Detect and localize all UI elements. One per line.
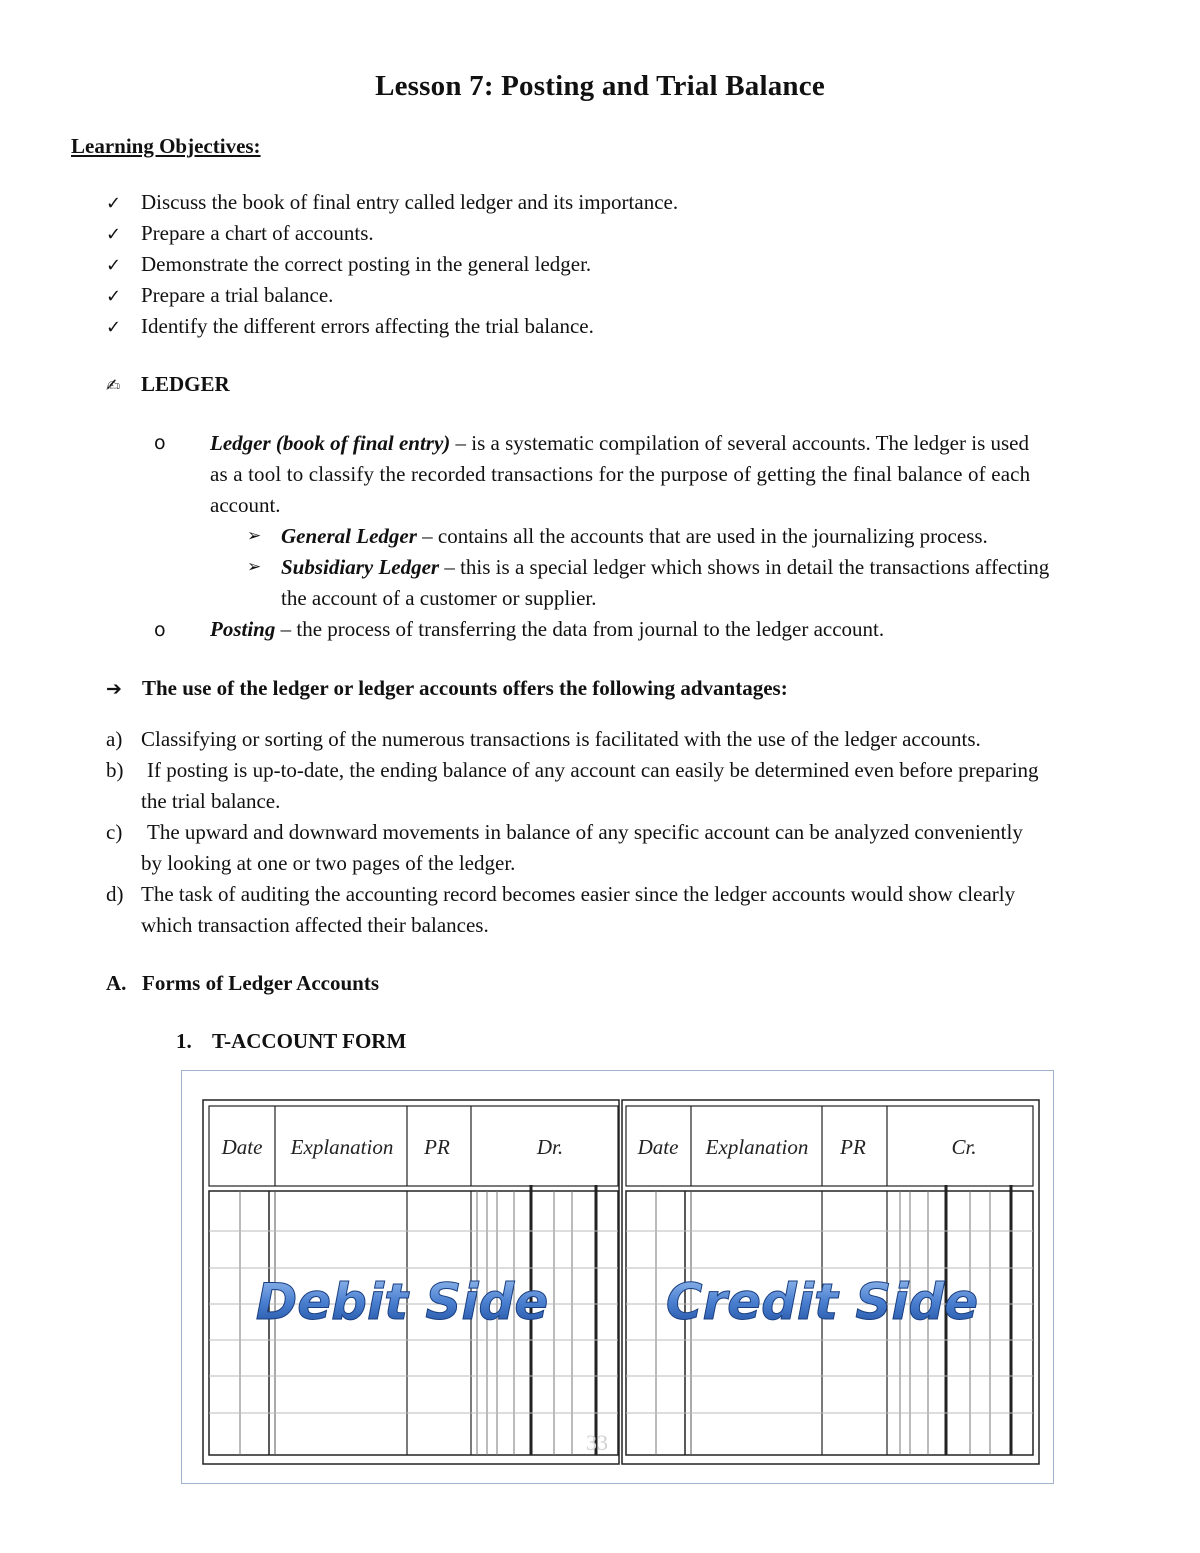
list-item: b) If posting is up-to-date, the ending balance of any account can easily be determined even before preparing the trial balance. — [106, 758, 1039, 813]
objective-item: ✓ Demonstrate the correct posting in the general ledger. — [106, 252, 592, 276]
checkmark-icon: ✓ — [106, 317, 122, 338]
left-header-dr: Dr. — [536, 1135, 564, 1159]
subsidiary-ledger-definition: Subsidiary Ledger – this is a special ledger which shows in detail the transactions affecting the account of a customer or supplier. — [281, 555, 1050, 610]
arrow-bullet-icon: ➢ — [247, 557, 262, 577]
posting-definition: Posting – the process of transferring the data from journal to the ledger account. — [210, 617, 885, 641]
list-item: d) The task of auditing the accounting record becomes easier since the ledger accounts would show clearly which transaction affected their balances. — [106, 882, 1016, 937]
general-ledger-definition: General Ledger – contains all the accounts that are used in the journalizing process. — [281, 524, 988, 548]
checkmark-icon: ✓ — [106, 224, 122, 245]
right-header-cr: Cr. — [951, 1135, 977, 1159]
ledger-definition: Ledger (book of final entry) – is a systematic compilation of several accounts. The ledger is used as a tool to classify the recorded transactions for the purpose of getting the final balance of each account. — [210, 431, 1031, 517]
advantages-heading: ➔ The use of the ledger or ledger accounts offers the following advantages: — [106, 676, 788, 700]
objectives-heading: Learning Objectives: — [71, 134, 261, 158]
list-item: c) The upward and downward movements in balance of any specific account can be analyzed conveniently by looking at one or two pages of the ledger. — [106, 820, 1023, 875]
page-title: Lesson 7: Posting and Trial Balance — [375, 70, 825, 102]
checkmark-icon: ✓ — [106, 193, 122, 214]
t-account-heading: 1. T-ACCOUNT FORM — [176, 1029, 407, 1053]
objective-item: ✓ Discuss the book of final entry called ledger and its importance. — [106, 190, 679, 214]
right-header-explanation: Explanation — [705, 1135, 809, 1159]
t-account-figure — [181, 1070, 1054, 1484]
arrow-bullet-icon: ➢ — [247, 526, 262, 546]
circle-bullet-icon: o — [154, 432, 166, 454]
advantages-list — [106, 724, 1136, 941]
circle-bullet-icon: o — [154, 619, 166, 641]
writing-hand-icon: ✍ — [106, 376, 121, 396]
right-header-pr: PR — [840, 1135, 866, 1159]
right-arrow-icon: ➔ — [106, 678, 122, 700]
objective-item: ✓ Prepare a chart of accounts. — [106, 221, 374, 245]
debit-side-label: Debit Side — [255, 1273, 549, 1331]
objective-item: ✓ Prepare a trial balance. — [106, 283, 334, 307]
left-header-explanation: Explanation — [290, 1135, 394, 1159]
t-account-drawing — [182, 1071, 1053, 1483]
checkmark-icon: ✓ — [106, 286, 122, 307]
objective-item: ✓ Identify the different errors affecting the trial balance. — [106, 314, 594, 338]
left-header-date: Date — [221, 1135, 263, 1159]
forms-heading: A. Forms of Ledger Accounts — [106, 971, 379, 995]
checkmark-icon: ✓ — [106, 255, 122, 276]
ledger-heading: ✍ LEDGER — [106, 372, 230, 396]
list-item: a) Classifying or sorting of the numerous transactions is facilitated with the use of the ledger accounts. — [106, 727, 981, 751]
page-number: 33 — [586, 1430, 608, 1455]
right-header-date: Date — [637, 1135, 679, 1159]
left-header-pr: PR — [424, 1135, 450, 1159]
credit-side-label: Credit Side — [665, 1273, 979, 1331]
